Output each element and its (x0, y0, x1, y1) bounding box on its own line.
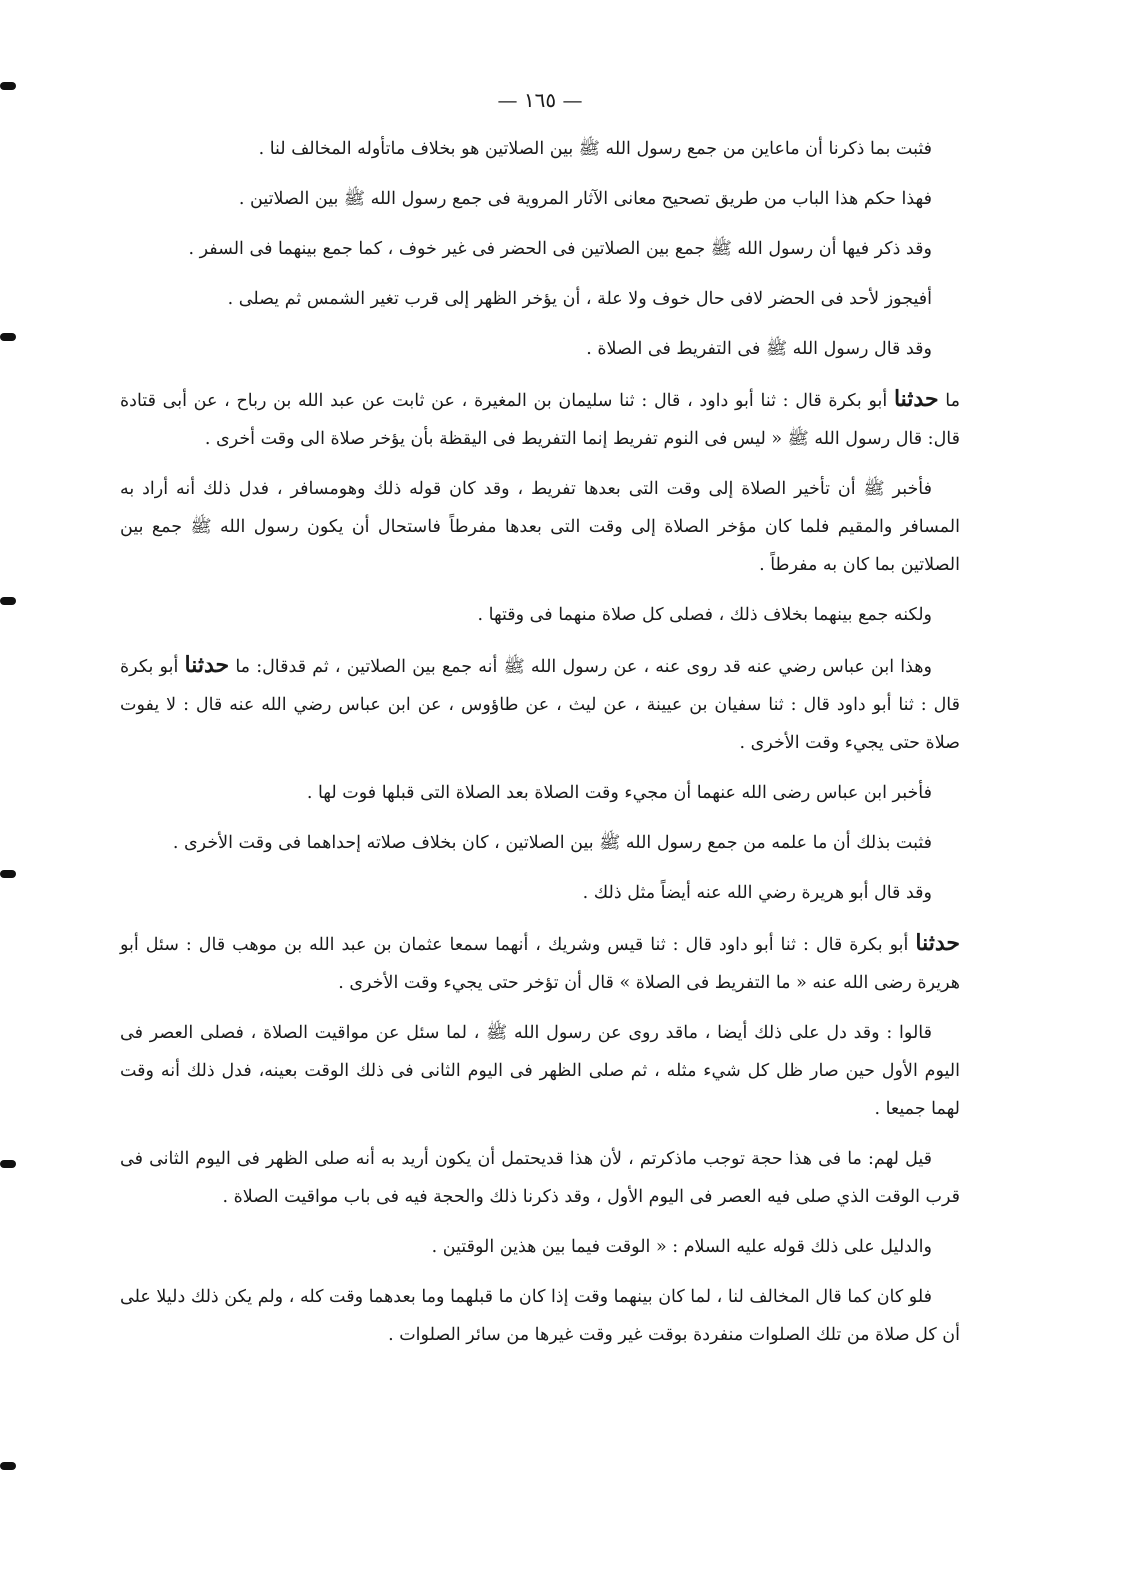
hadith-paragraph (120, 646, 960, 762)
paragraph: فلو كان كما قال المخالف لنا ، لما كان بينهما وقت إذا كان ما قبلهما وما بعدهما وقت كله ، ولم يكن ذلك دليلا على أن كل صلاة من تلك الصلوات منفردة بوقت غير وقت غيرها من سائر الصلوات . (120, 1287, 960, 1345)
hadith-mark: حدثنا (915, 930, 960, 956)
paragraph: وقد ذكر فيها أن رسول الله ﷺ جمع بين الصلاتين فى الحضر فى غير خوف ، كما جمع بينهما فى السفر . (188, 239, 932, 259)
paragraph: فأخبر ابن عباس رضى الله عنهما أن مجيء وقت الصلاة بعد الصلاة التى قبلها فوت لها . (306, 783, 932, 803)
scan-edge-mark (0, 597, 16, 605)
paragraph-text: أبو بكرة قال : ثنا أبو داود قال : ثنا قيس وشريك ، أنهما سمعا عثمان بن عبد الله بن موهب قال : سئل أبو هريرة رضى الله عنه « ما التفريط فى الصلاة » قال أن تؤخر حتى يجيء وقت الأخرى . (120, 935, 960, 993)
scan-edge-mark (0, 82, 16, 90)
paragraph: فثبت بما ذكرنا أن ماعاين من جمع رسول الله ﷺ بين الصلاتين هو بخلاف ماتأوله المخالف لنا . (258, 139, 932, 159)
scan-edge-mark (0, 333, 16, 341)
paragraph: فأخبر ﷺ أن تأخير الصلاة إلى وقت التى بعدها تفريط ، وقد كان قوله ذلك وهومسافر ، فدل ذلك أنه أراد به المسافر والمقيم فلما كان مؤخر الصلاة إلى وقت التى بعدها مفرطاً فاستحال أن يكون رسول الله ﷺ جمع بين الصلاتين بما كان به مفرطاً . (120, 479, 960, 575)
hadith-mark: حدثنا (184, 652, 230, 678)
page-number: — ١٦٥ — (497, 88, 583, 112)
paragraph-text: أبو بكرة قال : ثنا أبو داود قال : ثنا سفيان بن عيينة ، عن ليث ، عن طاؤوس ، عن ابن عباس رضي الله عنه قال : لا يفوت صلاة حتى يجيء وقت الأخرى . (120, 657, 960, 753)
paragraph: ولكنه جمع بينهما بخلاف ذلك ، فصلى كل صلاة منهما فى وقتها . (477, 605, 932, 625)
document-page (120, 88, 960, 1366)
hadith-paragraph (120, 380, 960, 458)
paragraph: قيل لهم: ما فى هذا حجة توجب ماذكرتم ، لأن هذا قديحتمل أن يكون أريد به أنه صلى الظهر فى اليوم الثانى فى قرب الوقت الذي صلى فيه العصر فى اليوم الأول ، وقد ذكرنا ذلك والحجة فيه فى باب مواقيت الصلاة . (120, 1149, 960, 1207)
paragraph-text: أبو بكرة قال : ثنا أبو داود ، قال : ثنا سليمان بن المغيرة ، عن ثابت عن عبد الله بن رباح ، عن أبى قتادة قال: قال رسول الله ﷺ « ليس فى النوم تفريط إنما التفريط فى اليقظة بأن يؤخر صلاة الى وقت أخرى . (120, 391, 960, 449)
paragraph: وقد قال أبو هريرة رضي الله عنه أيضاً مثل ذلك . (582, 883, 932, 903)
hadith-paragraph (120, 924, 960, 1002)
hadith-mark: حدثنا (893, 386, 939, 412)
scan-edge-mark (0, 870, 16, 878)
paragraph: أفيجوز لأحد فى الحضر لافى حال خوف ولا علة ، أن يؤخر الظهر إلى قرب تغير الشمس ثم يصلى . (227, 289, 932, 309)
scan-edge-mark (0, 1462, 16, 1470)
paragraph: قالوا : وقد دل على ذلك أيضا ، ماقد روى عن رسول الله ﷺ ، لما سئل عن مواقيت الصلاة ، فصلى العصر فى اليوم الأول حين صار ظل كل شيء مثله ، ثم صلى الظهر فى اليوم الثانى فى ذلك الوقت بعينه، فدل ذلك أنه وقت لهما جميعا . (120, 1023, 960, 1119)
paragraph: وقد قال رسول الله ﷺ فى التفريط فى الصلاة . (586, 339, 932, 359)
paragraph-text: وهذا ابن عباس رضي عنه قد روى عنه ، عن رسول الله ﷺ أنه جمع بين الصلاتين ، ثم قدقال: ما (235, 657, 932, 677)
paragraph: فثبت بذلك أن ما علمه من جمع رسول الله ﷺ بين الصلاتين ، كان بخلاف صلاته إحداهما فى وقت الأخرى . (172, 833, 932, 853)
paragraph: والدليل على ذلك قوله عليه السلام : « الوقت فيما بين هذين الوقتين . (431, 1237, 932, 1257)
prefix-text: ما (938, 391, 960, 411)
scan-edge-mark (0, 1160, 16, 1168)
paragraph: فهذا حكم هذا الباب من طريق تصحيح معانى الآثار المروية فى جمع رسول الله ﷺ بين الصلاتين . (238, 189, 932, 209)
